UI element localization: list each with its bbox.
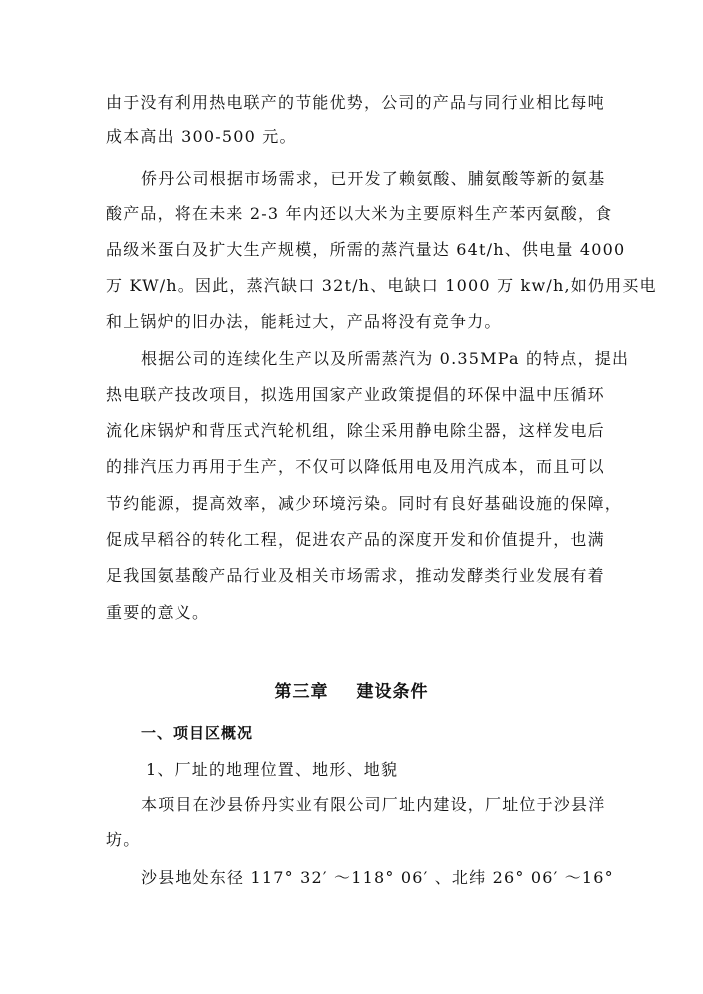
- paragraph-line: 促成早稻谷的转化工程，促进农产品的深度开发和价值提升，也满: [106, 530, 605, 549]
- paragraph-line: 重要的意义。: [106, 603, 210, 622]
- section-heading: 一、项目区概况: [141, 724, 254, 742]
- paragraph-line: 由于没有利用热电联产的节能优势，公司的产品与同行业相比每吨: [106, 93, 605, 112]
- subsection-heading: 1、厂址的地理位置、地形、地貌: [146, 760, 399, 779]
- chapter-number: 第三章: [274, 682, 329, 702]
- paragraph-line: 本项目在沙县侨丹实业有限公司厂址内建设，厂址位于沙县洋: [141, 795, 606, 814]
- paragraph-line: 沙县地处东径 117° 32′ ～118° 06′ 、北纬 26° 06′ ～16°: [141, 868, 614, 887]
- chapter-heading: [0, 681, 703, 703]
- paragraph-line: 热电联产技改项目，拟选用国家产业政策提倡的环保中温中压循环: [106, 385, 605, 404]
- paragraph-line: 品级米蛋白及扩大生产规模，所需的蒸汽量达 64t/h、供电量 4000: [106, 240, 626, 259]
- paragraph-line: 成本高出 300-500 元。: [106, 127, 297, 146]
- paragraph-line: 节约能源，提高效率，减少环境污染。同时有良好基础设施的保障，: [106, 494, 623, 513]
- paragraph-line: 足我国氨基酸产品行业及相关市场需求，推动发酵类行业发展有着: [106, 566, 605, 585]
- paragraph-line: 侨丹公司根据市场需求，已开发了赖氨酸、脯氨酸等新的氨基: [141, 169, 606, 188]
- paragraph-line: 的排汽压力再用于生产，不仅可以降低用电及用汽成本，而且可以: [106, 457, 605, 476]
- chapter-title: 建设条件: [356, 682, 429, 702]
- paragraph-line: 酸产品，将在未来 2-3 年内还以大米为主要原料生产苯丙氨酸，食: [106, 204, 613, 223]
- paragraph-line: 根据公司的连续化生产以及所需蒸汽为 0.35MPa 的特点，提出: [141, 349, 630, 368]
- paragraph-line: 流化床锅炉和背压式汽轮机组，除尘采用静电除尘器，这样发电后: [106, 421, 605, 440]
- paragraph-line: 和上锅炉的旧办法，能耗过大，产品将没有竞争力。: [106, 312, 502, 331]
- paragraph-line: 万 KW/h。因此，蒸汽缺口 32t/h、电缺口 1000 万 kw/h,如仍用买电: [106, 276, 657, 295]
- paragraph-line: 坊。: [106, 830, 141, 849]
